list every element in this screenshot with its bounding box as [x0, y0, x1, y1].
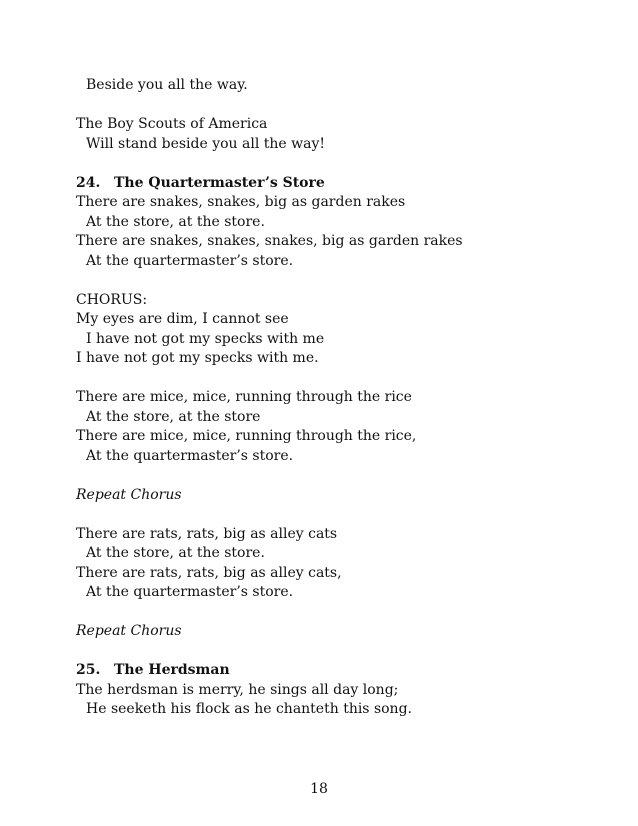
stanza-break: [76, 466, 576, 486]
lyric-line: At the quartermaster’s store.: [86, 252, 294, 269]
lyric-line: The Boy Scouts of America: [76, 116, 268, 132]
lyric-line: Will stand beside you all the way!: [86, 135, 326, 152]
lyric-line: There are rats, rats, big as alley cats: [76, 525, 338, 542]
song-number: 25.: [76, 662, 101, 678]
lyric-line: I have not got my specks with me: [86, 330, 325, 347]
song-heading-24: [76, 174, 576, 194]
song-heading-25: [76, 661, 576, 681]
song-title: The Quartermaster’s Store: [114, 174, 325, 191]
lyric-line: At the store, at the store: [86, 408, 261, 425]
lyric-line: At the quartermaster’s store.: [86, 584, 294, 600]
song-number: 24.: [76, 174, 101, 191]
repeat-chorus-note: Repeat Chorus: [76, 623, 182, 639]
lyric-line: At the store, at the store.: [86, 545, 265, 561]
lyric-line: There are rats, rats, big as alley cats,: [76, 564, 342, 581]
lyric-line: At the store, at the store.: [86, 213, 265, 230]
lyric-line: There are snakes, snakes, snakes, big as garden rakes: [76, 233, 463, 249]
chorus-label: CHORUS:: [76, 291, 148, 308]
stanza-break: [76, 271, 576, 291]
lyric-line: I have not got my specks with me.: [76, 350, 319, 366]
stanza-break: [76, 96, 576, 116]
page-content: [76, 76, 576, 720]
lyric-line: There are mice, mice, running through the rice,: [76, 428, 417, 444]
lyric-line: The herdsman is merry, he sings all day long;: [76, 681, 399, 698]
lyric-line: There are mice, mice, running through the rice: [76, 389, 412, 405]
lyric-line: There are snakes, snakes, big as garden rakes: [76, 194, 406, 210]
repeat-chorus-note: Repeat Chorus: [76, 486, 182, 503]
page-number: 18: [310, 781, 328, 797]
stanza-break: [76, 603, 576, 623]
stanza-break: [76, 642, 576, 662]
lyric-line: He seeketh his flock as he chanteth this song.: [86, 701, 412, 717]
lyric-line: Beside you all the way.: [86, 77, 248, 93]
lyric-line: At the quartermaster’s store.: [86, 447, 294, 464]
stanza-break: [76, 154, 576, 174]
stanza-break: [76, 505, 576, 525]
song-title: The Herdsman: [114, 662, 230, 678]
stanza-break: [76, 369, 576, 389]
lyric-line: My eyes are dim, I cannot see: [76, 311, 289, 327]
